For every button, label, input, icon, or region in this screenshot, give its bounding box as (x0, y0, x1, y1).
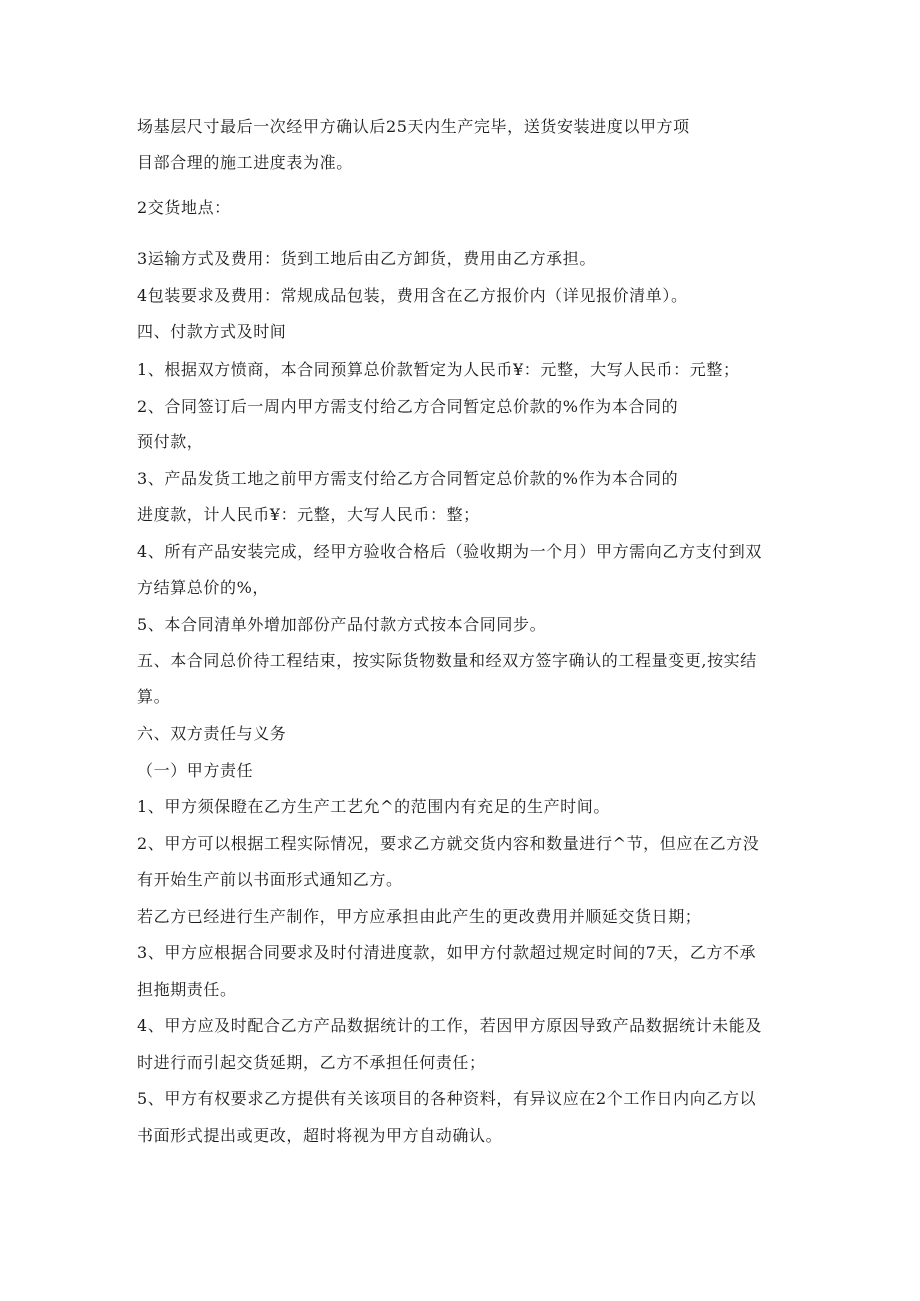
text-line: 2、合同签订后一周内甲方需支付给乙方合同暂定总价款的%作为本合同的 (137, 397, 679, 416)
text-line: 3运输方式及费用：货到工地后由乙方卸货，费用由乙方承担。 (137, 249, 596, 268)
text-line: 进度款，计人民币¥：元整，大写人民币：整； (137, 505, 480, 524)
text-line: 五、本合同总价待工程结束，按实际货物数量和经双方签字确认的工程量变更,按实结 (137, 651, 757, 670)
text-line: 3、产品发货工地之前甲方需支付给乙方合同暂定总价款的%作为本合同的 (137, 469, 679, 488)
text-line: 若乙方已经进行生产制作，甲方应承担由此产生的更改费用并顺延交货日期； (137, 907, 702, 926)
section-heading: 六、双方责任与义务 (137, 724, 287, 743)
text-line: 5、甲方有权要求乙方提供有关该项目的各种资料，有异议应在2个工作日内向乙方以 (137, 1089, 757, 1108)
text-line: 书面形式提出或更改，超时将视为甲方自动确认。 (137, 1126, 503, 1145)
text-line: 2交货地点： (137, 198, 231, 217)
text-line: 目部合理的施工进度表为准。 (137, 153, 353, 172)
text-line: 4、甲方应及时配合乙方产品数据统计的工作，若因甲方原因导致产品数据统计未能及 (137, 1016, 762, 1035)
text-line: 方结算总价的%， (137, 578, 270, 597)
subsection-heading: （一）甲方责任 (137, 761, 254, 780)
text-line: 有开始生产前以书面形式通知乙方。 (137, 870, 403, 889)
text-line: 3、甲方应根据合同要求及时付清进度款，如甲方付款超过规定时间的7天，乙方不承 (137, 943, 757, 962)
text-line: 预付款， (137, 432, 204, 451)
text-line: 担拖期责任。 (137, 980, 237, 999)
text-line: 1、甲方须保瞪在乙方生产工艺允^的范围内有充足的生产时间。 (137, 797, 610, 816)
text-line: 场基层尺寸最后一次经甲方确认后25天内生产完毕，送货安装进度以甲方项 (137, 117, 690, 136)
text-line: 算。 (137, 687, 171, 706)
text-line: 5、本合同清单外增加部份产品付款方式按本合同同步。 (137, 615, 547, 634)
section-heading: 四、付款方式及时间 (137, 322, 287, 341)
text-line: 4包装要求及费用：常规成品包装，费用含在乙方报价内（详见报价清单）。 (137, 286, 688, 305)
text-line: 4、所有产品安装完成，经甲方验收合格后（验收期为一个月）甲方需向乙方支付到双 (137, 542, 762, 561)
text-line: 1、根据双方愤商，本合同预算总价款暂定为人民币¥：元整，大写人民币：元整； (137, 360, 740, 379)
text-line: 2、甲方可以根据工程实际情况，要求乙方就交货内容和数量进行^节，但应在乙方没 (137, 834, 760, 853)
text-line: 时进行而引起交货延期，乙方不承担任何责任； (137, 1053, 486, 1072)
